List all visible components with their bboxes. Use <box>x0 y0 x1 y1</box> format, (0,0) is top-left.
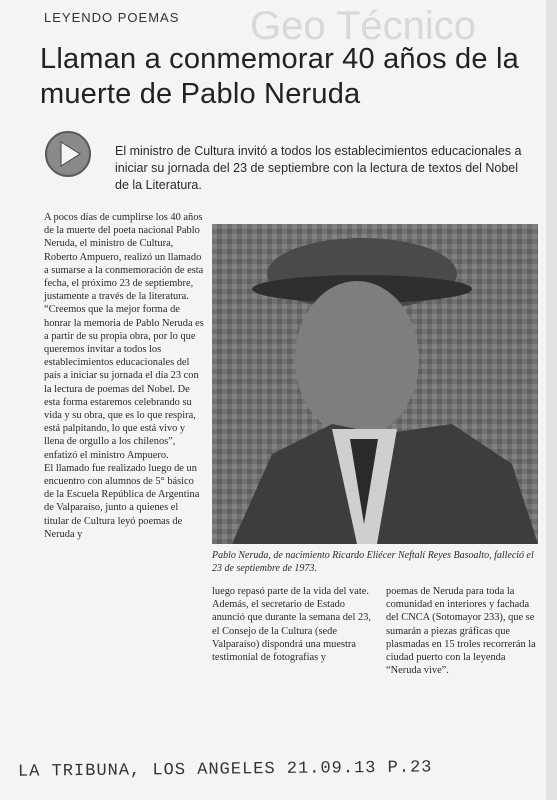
paragraph-quote: “Creemos que la mejor forma de honrar la memoria de Pablo Neruda es a partir de su propia obra, por lo que queremos invitar a todos los establecimientos educacionales del país a iniciar su jornada el día 23 con la lectura de poemas del Nobel. De esta forma estaremos celebrando su vida y su obra, que es lo que respira, está palpitando, lo que está vivo y llena de orgullo a los chilenos”, enfatizó el ministro Ampuero. <box>44 304 204 461</box>
article-column-3 <box>386 585 538 677</box>
paragraph: A pocos días de cumplirse los 40 años de la muerte del poeta nacional Pablo Neruda, el ministro de Cultura, Roberto Ampuero, realizó un llamado a sumarse a la conmemoración de esta fecha, el próximo 23 de septiembre, justamente a través de la literatura. <box>44 212 204 303</box>
headline: Llaman a conmemorar 40 años de la muerte de Pablo Neruda <box>40 43 519 110</box>
clipping-edge <box>546 0 557 800</box>
neruda-photo <box>212 224 538 544</box>
play-icon <box>45 131 91 177</box>
photo-caption: Pablo Neruda, de nacimiento Ricardo Eliécer Neftalí Reyes Basoalto, falleció el 23 de septiembre de 1973. <box>212 550 534 574</box>
paragraph: Además, el secretario de Estado anunció que durante la semana del 23, el Consejo de la Cultura (sede Valparaíso) dispondrá una muestra testimonial de fotografías y <box>212 599 371 664</box>
handwritten-source-note: LA TRIBUNA, LOS ANGELES 21.09.13 P.23 <box>17 758 433 782</box>
article-column-2 <box>212 585 372 664</box>
section-label: LEYENDO POEMAS <box>44 10 180 25</box>
article-column-1 <box>44 211 204 541</box>
bleed-through-text: Geo Técnico <box>250 4 477 48</box>
paragraph: El llamado fue realizado luego de un encuentro con alumnos de 5° básico de la Escuela República de Argentina de Valparaíso, junto a quienes el titular de Cultura leyó poemas de Neruda y <box>44 462 200 540</box>
paragraph: poemas de Neruda para toda la comunidad en interiores y fachada del CNCA (Sotomayor 233), que se sumarán a piezas gráficas que plasmadas en 15 troles recorrerán la ciudad puerto con la leyenda “Neruda vive”. <box>386 586 536 677</box>
paragraph: luego repasó parte de la vida del vate. <box>212 586 369 597</box>
lede: El ministro de Cultura invitó a todos los establecimientos educacionales a iniciar su jornada del 23 de septiembre con la lectura de textos del Nobel de la Literatura. <box>115 144 522 192</box>
